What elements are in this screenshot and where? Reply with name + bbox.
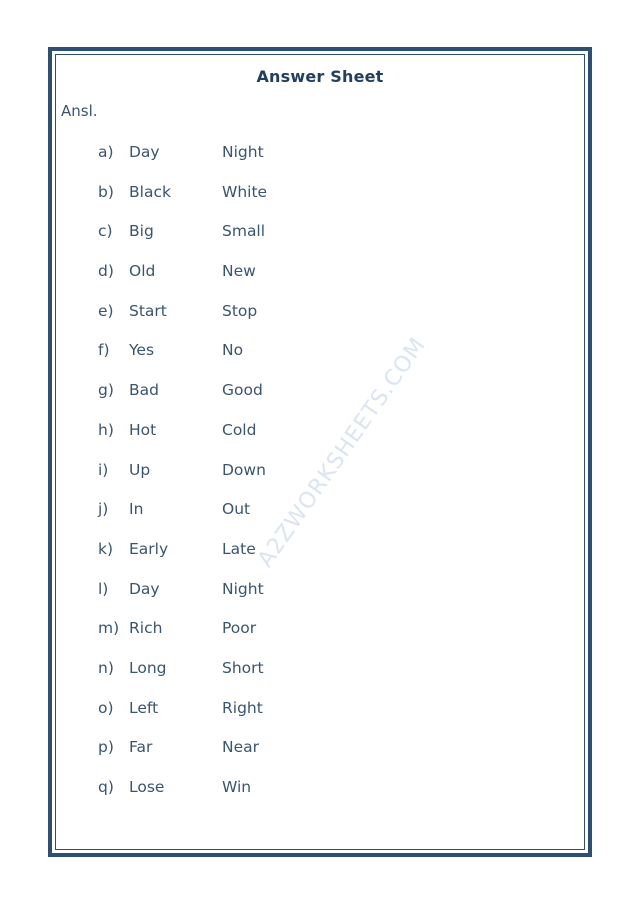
answer-letter: n) — [98, 658, 114, 677]
answer-letter: a) — [98, 143, 114, 161]
answer-word: Lose — [129, 778, 165, 796]
answer-letter: m) — [98, 619, 120, 638]
answer-opposite: Night — [222, 143, 264, 161]
answer-label: Ansl. — [61, 102, 98, 120]
answer-opposite: New — [222, 262, 256, 281]
answer-row — [56, 500, 584, 540]
answer-letter: f) — [98, 341, 110, 360]
answer-letter: h) — [98, 420, 114, 439]
answer-word: Start — [129, 301, 167, 320]
answer-row — [56, 341, 584, 381]
page-title: Answer Sheet — [256, 67, 384, 86]
answer-word: Day — [129, 579, 160, 598]
answer-opposite: Near — [222, 738, 260, 757]
answer-row — [56, 699, 584, 739]
answer-opposite: Good — [222, 381, 263, 400]
answer-letter: d) — [98, 262, 114, 281]
answer-letter: p) — [98, 738, 114, 757]
answer-opposite: Right — [222, 698, 263, 717]
answer-word: Left — [129, 698, 159, 717]
answer-word: Long — [129, 658, 167, 677]
answer-opposite: Late — [222, 539, 256, 558]
answer-row — [56, 262, 584, 302]
answer-opposite: Stop — [222, 301, 258, 320]
page-inner-border — [55, 54, 585, 850]
answer-word: In — [129, 500, 144, 519]
answer-opposite: Down — [222, 460, 266, 479]
answer-row — [56, 222, 584, 262]
answer-word: Up — [129, 460, 151, 479]
answer-opposite: Small — [222, 222, 266, 241]
answer-row — [56, 540, 584, 580]
answer-opposite: Out — [222, 500, 251, 519]
answer-row — [56, 302, 584, 342]
answer-row — [56, 183, 584, 223]
answer-opposite: White — [222, 182, 268, 201]
answer-row — [56, 421, 584, 461]
answer-word: Big — [129, 222, 154, 241]
answer-word: Day — [129, 143, 160, 161]
answer-word: Black — [129, 182, 171, 201]
answer-letter: i) — [98, 460, 109, 479]
answer-row — [56, 619, 584, 659]
answer-opposite: Short — [222, 658, 264, 677]
answer-row — [56, 778, 584, 818]
answer-word: Far — [129, 738, 153, 757]
answer-word: Early — [129, 539, 169, 558]
answer-opposite: Poor — [222, 619, 257, 638]
answer-letter: o) — [98, 698, 114, 717]
answer-opposite: Night — [222, 579, 264, 598]
answer-word: Old — [129, 262, 156, 281]
answer-row — [56, 659, 584, 699]
answer-letter: b) — [98, 182, 114, 201]
answer-row — [56, 580, 584, 620]
answer-word: Rich — [129, 619, 163, 638]
answer-letter: l) — [98, 579, 109, 598]
watermark: A2ZWORKSHEETS.COM — [253, 332, 432, 573]
answer-row — [56, 738, 584, 778]
answer-letter: e) — [98, 301, 114, 320]
answer-letter: k) — [98, 539, 114, 558]
answer-row — [56, 143, 584, 183]
answer-word: Yes — [129, 341, 155, 360]
answer-opposite: No — [222, 341, 244, 360]
answer-letter: q) — [98, 778, 114, 796]
answer-opposite: Win — [222, 778, 252, 796]
answer-letter: j) — [98, 500, 109, 519]
answer-letter: g) — [98, 381, 114, 400]
answer-word: Hot — [129, 420, 157, 439]
answer-word: Bad — [129, 381, 159, 400]
answer-letter: c) — [98, 222, 113, 241]
answer-row — [56, 381, 584, 421]
page-border — [48, 47, 592, 857]
answer-opposite: Cold — [222, 420, 257, 439]
